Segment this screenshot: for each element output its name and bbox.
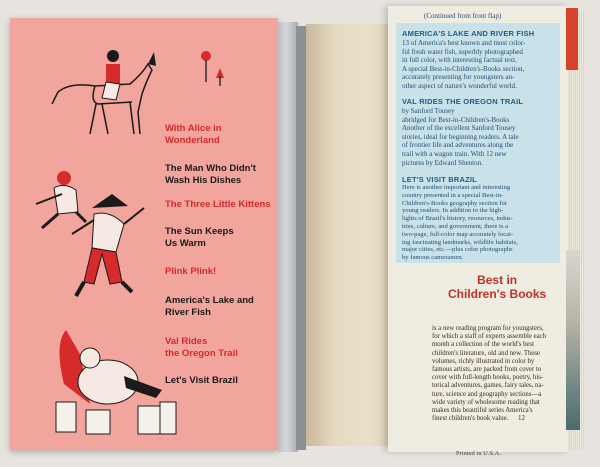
- title-alice: With Alice in Wonderland: [165, 123, 222, 146]
- printed-in-usa: Printed in U.S.A.: [456, 450, 501, 457]
- section-body-oregon: by Sanford Tousey abridged for Best-in-Children's-Books Another of the excellent Sanford Tousey stories, ideal for beginning readers. A tale of frontier life and adventures along the trail with a wagon train. With 12 new pictures by Edward Shenton.: [402, 107, 519, 167]
- section-body-fish: 13 of America's best known and most color- ful fresh water fish, superbly photographed in full color, with interesting factual text. A special Best-in-Children's-Books section, accurately presenting for youngsters an- other aspect of nature's wonderful world.: [402, 39, 526, 90]
- title-three-kittens: The Three Little Kittens: [165, 199, 271, 210]
- cover-photo-strip: [566, 250, 580, 430]
- best-in-childrens-books-title: Best in Children's Books: [448, 273, 547, 301]
- title-plink: Plink Plink!: [165, 266, 217, 277]
- dancing-children-illustration: [32, 164, 162, 304]
- section-heading-oregon: VAL RIDES THE OREGON TRAIL: [402, 97, 524, 106]
- book-spine-edge: [278, 22, 298, 452]
- title-sun-warm: The Sun Keeps Us Warm: [165, 226, 234, 249]
- title-man-dishes: The Man Who Didn't Wash His Dishes: [165, 163, 256, 186]
- flap-blue-box: [396, 23, 560, 263]
- section-heading-brazil: LET'S VISIT BRAZIL: [402, 175, 477, 184]
- book-back-cover: [10, 18, 278, 450]
- continued-note: (Continued from front flap): [424, 12, 502, 20]
- red-cover-strip: [566, 8, 578, 70]
- best-in-childrens-books-body: is a new reading program for youngsters, for which a staff of experts assemble each month a collection of the world's best children's literature, old and new. These volumes, richly illustrated in color by famous artists, are packed from cover to cover with full-length books, poetry, his- torical adventures, games, fairy tales, na- ture, science and geography sections—a wide variety of wholesome reading that makes this beautiful series America's finest children's book value.: [432, 325, 547, 423]
- title-brazil: Let's Visit Brazil: [165, 375, 238, 386]
- section-body-brazil: Here is another important and interesting country presented in a special Best-in- Children's-Books geography section for young readers. In addition to the high- lights of Brazil's history, resources, indus- tries, culture, and government, there is a two-page, full-color map accurately locat- ing fascinating landmarks, wildlife habitats, major cities, etc.—plus color photographs by famous cameramen.: [402, 184, 518, 262]
- page-number: 12: [518, 414, 525, 422]
- title-fish: America's Lake and River Fish: [165, 295, 254, 318]
- girl-on-donkey-illustration: [50, 42, 160, 142]
- section-heading-fish: AMERICA'S LAKE AND RIVER FISH: [402, 29, 535, 38]
- title-oregon-trail: Val Rides the Oregon Trail: [165, 336, 238, 359]
- aged-book-page: [306, 24, 398, 446]
- flowers-illustration: [198, 48, 228, 88]
- book-spine-shadow: [296, 26, 306, 450]
- man-with-dishes-illustration: [50, 324, 180, 442]
- dust-jacket-flap: [388, 6, 568, 457]
